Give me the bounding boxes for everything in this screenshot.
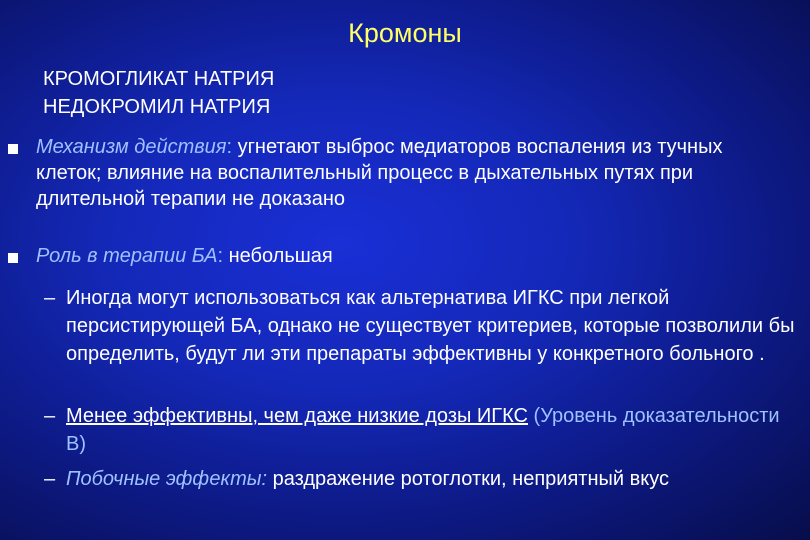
role-text: небольшая: [223, 245, 333, 267]
sub-item-text: Иногда могут использоваться как альтернатива ИГКС при легкой персистирующей БА, однако не существует критериев, которые позволили бы определить, будут ли эти препараты эффективны у конкретного больного .: [66, 287, 795, 365]
mechanism-paragraph: [36, 134, 792, 212]
side-effects-text: раздражение ротоглотки, неприятный вкус: [267, 468, 669, 490]
dash-marker: –: [44, 405, 56, 427]
slide-title: Кромоны: [348, 18, 462, 48]
efficacy-underlined-text: Менее эффективны, чем даже низкие дозы ИГКС: [66, 405, 528, 427]
drug-name-nedocromil: НЕДОКРОМИЛ НАТРИЯ: [43, 96, 271, 118]
bullet-marker: [8, 253, 18, 263]
dash-marker: –: [44, 287, 56, 309]
role-label: Роль в терапии БА: [36, 245, 218, 267]
role-paragraph: [36, 243, 792, 269]
drug-name-cromoglycate: КРОМОГЛИКАТ НАТРИЯ: [43, 68, 275, 90]
sub-item-alternative: [44, 284, 796, 368]
role-colon: :: [217, 245, 224, 267]
dash-marker: –: [44, 468, 56, 490]
mechanism-label: Механизм действия: [36, 136, 227, 158]
evidence-level-text: (Уровень доказательности B): [66, 405, 780, 455]
mechanism-colon: :: [226, 136, 233, 158]
bullet-marker: [8, 144, 18, 154]
mechanism-text: угнетают выброс медиаторов воспаления из тучных клеток; влияние на воспалительный процесс в дыхательных путях при длительной терапии не доказано: [36, 136, 723, 210]
side-effects-label: Побочные эффекты:: [66, 468, 268, 490]
sub-item-efficacy: [44, 402, 796, 458]
sub-item-side-effects: [44, 465, 796, 493]
